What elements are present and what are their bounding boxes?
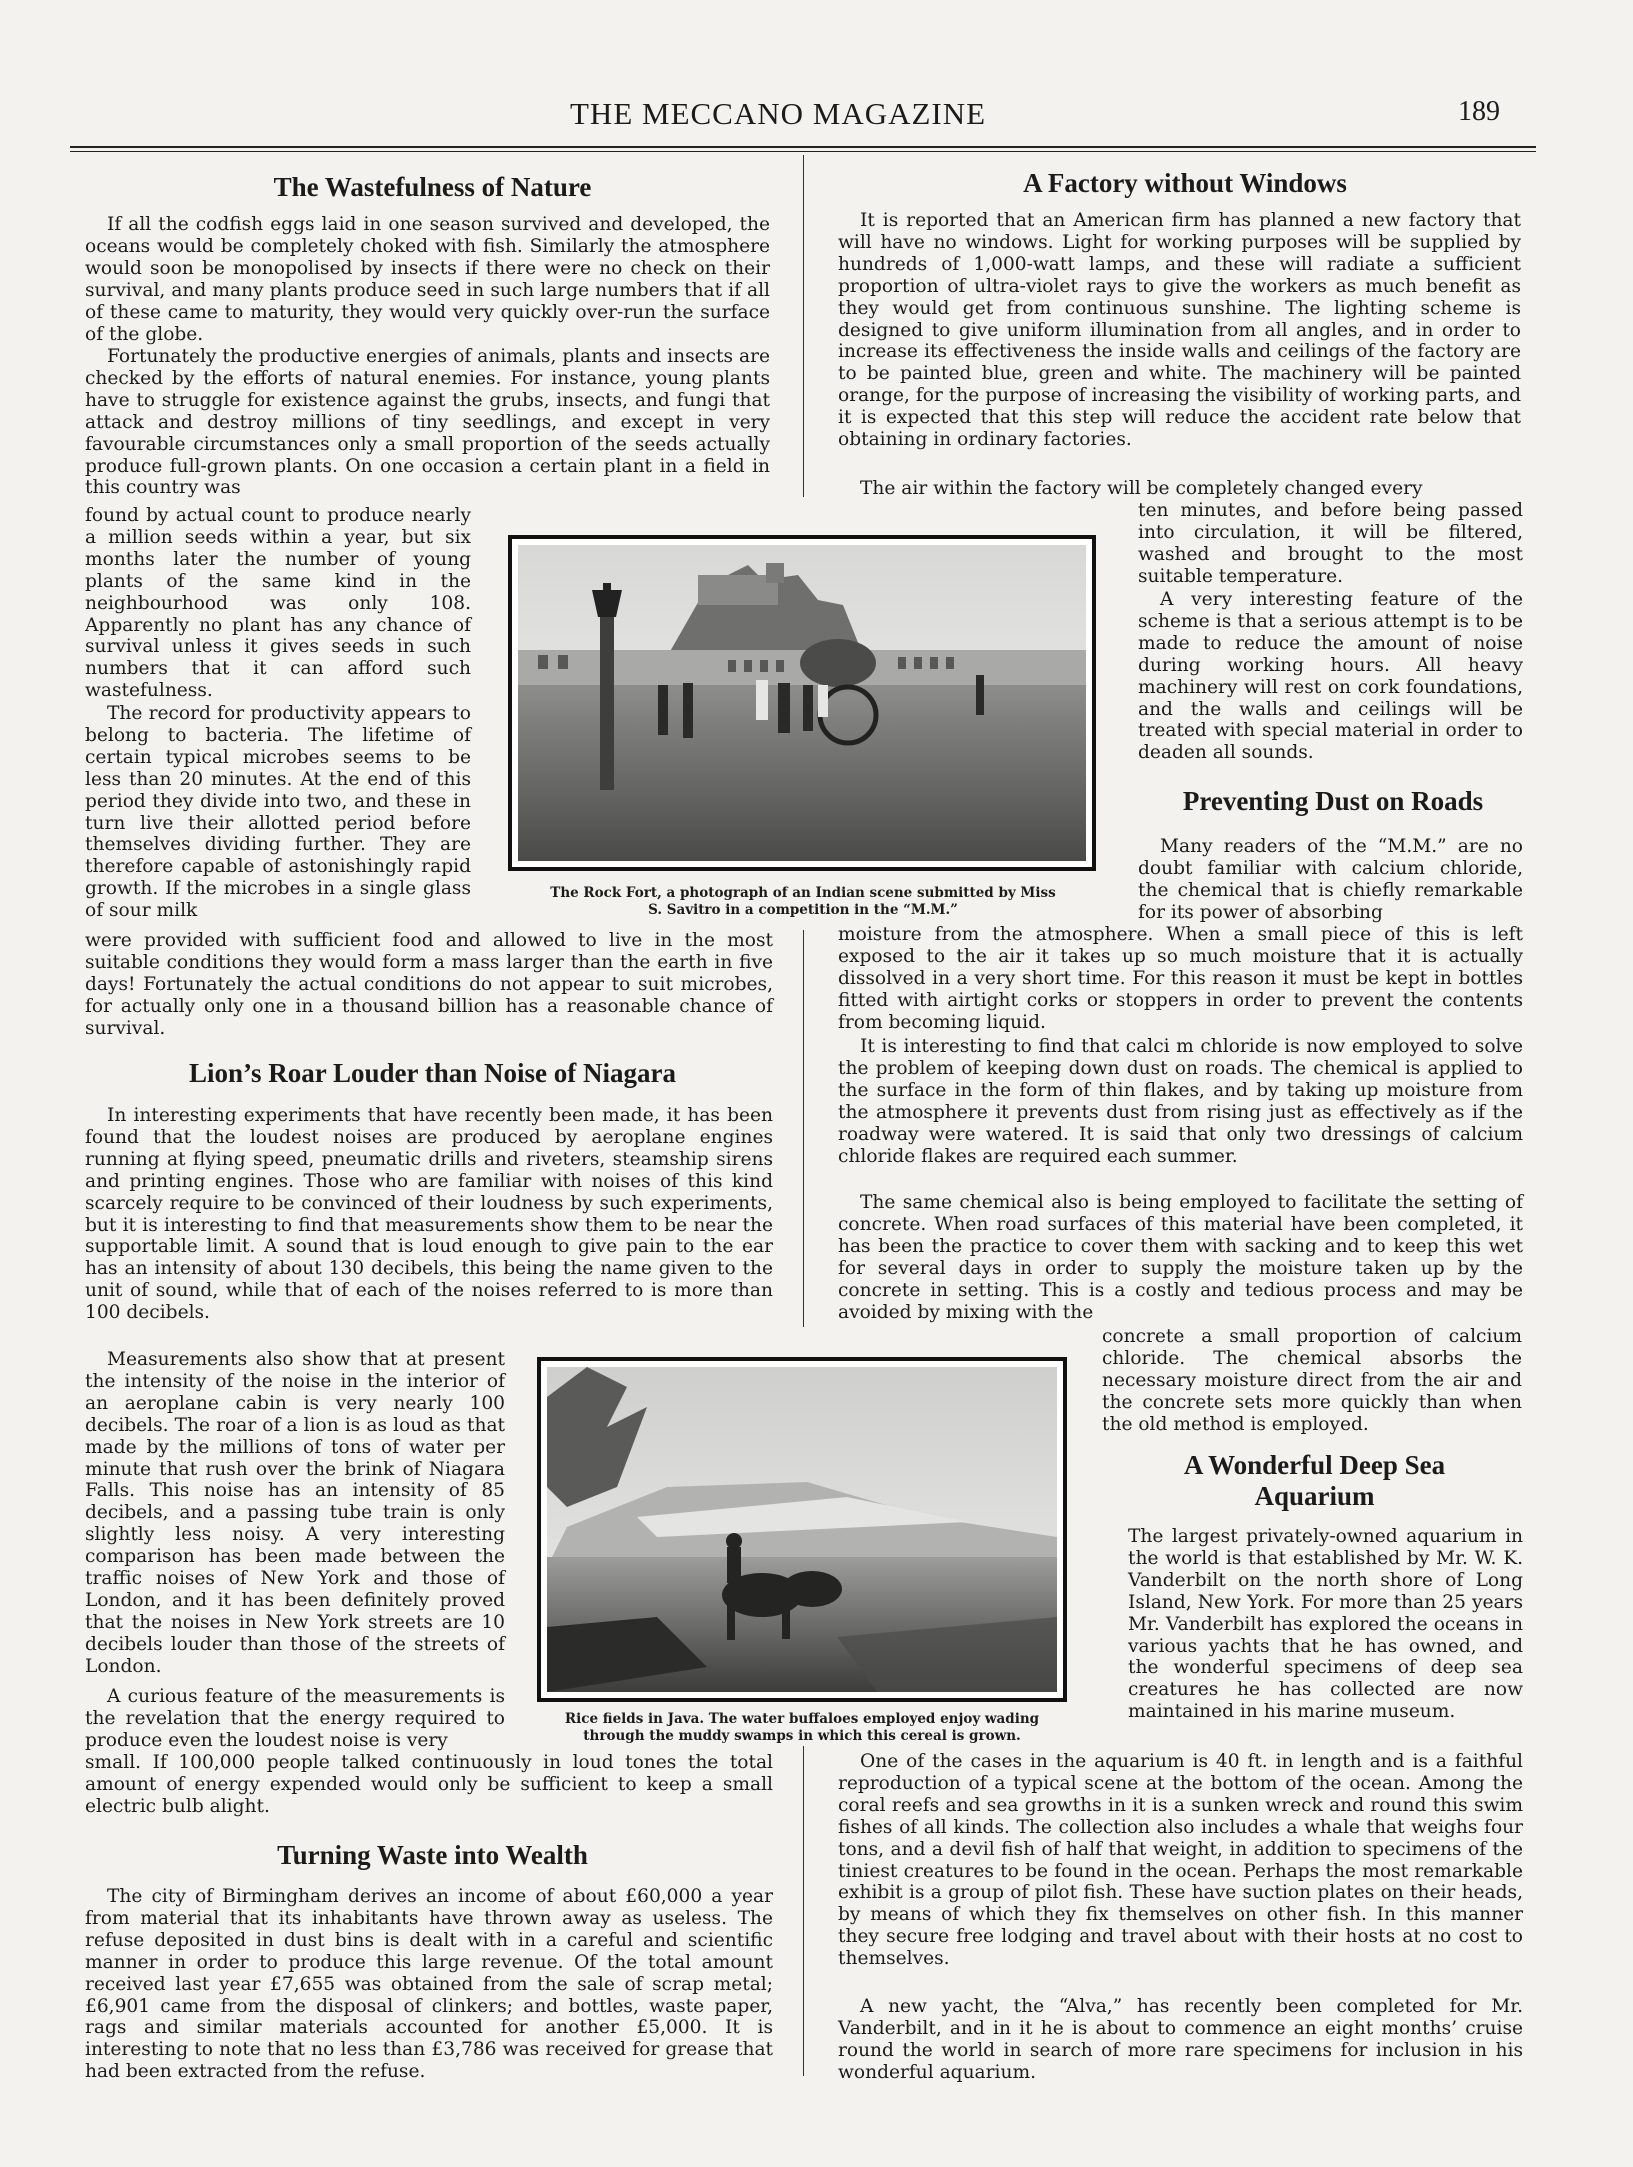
article-paragraph: It is interesting to find that calci m chloride is now employed to solve the problem of keeping down dust on roads. The chemical is applied to the surface in the form of thin flakes, and by taking up moisture from the atmosphere it prevents dust from rising just as effectively as if the roadway were watered. It is said that only two dressings of calcium chloride flakes are required each summer. — [838, 1036, 1523, 1167]
page-number: 189 — [1458, 96, 1500, 127]
article-paragraph: The same chemical also is being employed to facilitate the setting of concrete. When road surfaces of this material have been completed, it has been the practice to cover them with sacking and to keep this wet for several days in order to supply the moisture taken up by the concrete in setting. This is a costly and tedious process and may be avoided by mixing with the — [838, 1192, 1523, 1323]
heading-line: Aquarium — [1254, 1481, 1375, 1511]
article-paragraph: In interesting experiments that have recently been made, it has been found that the loudest noises are produced by aeroplane engines running at flying speed, pneumatic drills and riveters, steamship sirens and printing engines. Those who are familiar with noises of this kind scarcely require to be convinced of their loudness by such experiments, but it is interesting to find that measurements show them to be near the supportable limit. A sound that is loud enough to give pain to the ear has an intensity of about 130 decibels, this being the name given to the unit of sound, while that of each of the noises referred to is more than 100 decibels. — [85, 1105, 773, 1324]
caption-line: The Rock Fort, a photograph of an Indian scene submitted by Miss — [550, 885, 1056, 901]
article-paragraph: A very interesting feature of the scheme is that a serious attempt is to be made to reduce the amount of noise during working hours. All heavy machinery will rest on cork foundations, and the walls and ceilings will be treated with special material in order to deaden all sounds. — [1138, 589, 1523, 764]
article-heading-waste: Turning Waste into Wealth — [277, 1840, 588, 1870]
figure-caption — [532, 1711, 1072, 1745]
column-divider — [803, 155, 804, 497]
article-heading-wastefulness: The Wastefulness of Nature — [273, 172, 592, 202]
article-heading-lion: Lion’s Roar Louder than Noise of Niagara — [188, 1058, 677, 1088]
rock-fort-photo — [508, 535, 1096, 871]
article-heading-factory: A Factory without Windows — [1023, 168, 1347, 198]
article-paragraph: The city of Birmingham derives an income of about £60,000 a year from material that its inhabitants have thrown away as useless. The refuse deposited in dust bins is dealt with in a careful and scientific manner in order to produce this large revenue. Of the total amount received last year £7,655 was obtained from the sale of scrap metal; £6,901 came from the disposal of clinkers; and bottles, waste paper, rags and similar materials accounted for another £5,000. It is interesting to note that no less than £3,786 was received for grease that had been extracted from the refuse. — [85, 1886, 773, 2083]
header-rule — [70, 146, 1536, 148]
article-paragraph: The record for productivity appears to belong to bacteria. The lifetime of certain typical microbes seems to be less than 20 minutes. At the end of this period they divide into two, and these in turn live their allotted period before themselves dividing further. They are therefore capable of astonishingly rapid growth. If the microbes in a single glass of sour milk — [85, 703, 471, 922]
masthead — [0, 96, 1633, 136]
article-paragraph: were provided with sufficient food and allowed to live in the most suitable conditions they would form a mass larger than the earth in five days! Fortunately the actual conditions do not appear to suit microbes, for actually only one in a thousand billion has a reasonable chance of survival. — [85, 930, 773, 1039]
article-paragraph: ten minutes, and before being passed into circulation, it will be filtered, washed and brought to the most suitable temperature. — [1138, 500, 1523, 587]
caption-line: through the muddy swamps in which this cereal is grown. — [583, 1728, 1021, 1744]
article-paragraph: The largest privately-owned aquarium in the world is that established by Mr. W. K. Vanderbilt on the north shore of Long Island, New York. For more than 25 years Mr. Vanderbilt has explored the oceans in various yachts that he has owned, and the wonderful specimens of deep sea creatures he has collected are now maintained in his marine museum. — [1128, 1526, 1523, 1723]
heading-line: A Wonderful Deep Sea — [1183, 1450, 1446, 1480]
article-paragraph: moisture from the atmosphere. When a small piece of this is left exposed to the air it takes up so much moisture that it is actually dissolved in a very short time. For this reason it must be kept in bottles fitted with airtight corks or stoppers in order to prevent the contents from becoming liquid. — [838, 924, 1523, 1033]
article-paragraph: Measurements also show that at present the intensity of the noise in the interior of an aeroplane cabin is very nearly 100 decibels. The roar of a lion is as loud as that made by the millions of tons of water per minute that rush over the brink of Niagara Falls. This noise has an intensity of 85 decibels, and a passing tube train is only slightly less noisy. A very interesting comparison has been made between the traffic noises of New York and those of London, and it has been definitely proved that the noises in New York streets are 10 decibels louder than those of the streets of London. — [85, 1349, 505, 1677]
article-paragraph: found by actual count to produce nearly a million seeds within a year, but six months later the number of young plants of the same kind in the neighbourhood was only 108. Apparently no plant has any chance of survival unless it gives seeds in such numbers that it can afford such wastefulness. — [85, 505, 471, 702]
article-heading-dust: Preventing Dust on Roads — [1182, 786, 1484, 816]
article-heading-aquarium — [1102, 1450, 1527, 1512]
article-paragraph: It is reported that an American firm has planned a new factory that will have no windows. Light for working purposes will be supplied by hundreds of 1,000-watt lamps, and these will radiate a sufficient proportion of ultra-violet rays to give the workers as much benefit as they would get from continuous sunshine. The lighting scheme is designed to give uniform illumination from all angles, and in order to increase its effectiveness the inside walls and ceilings of the factory are to be painted blue, green and white. The machinery will be painted orange, for the purpose of increasing the visibility of working parts, and it is expected that this step will reduce the accident rate below that obtaining in ordinary factories. — [838, 210, 1521, 451]
magazine-title: THE MECCANO MAGAZINE — [570, 96, 987, 131]
article-paragraph: Many readers of the “M.M.” are no doubt familiar with calcium chloride, the chemical that is chiefly remarkable for its power of absorbing — [1138, 836, 1523, 923]
header-rule-thin — [70, 151, 1536, 152]
rice-fields-illustration — [547, 1367, 1057, 1692]
article-paragraph: A new yacht, the “Alva,” has recently been completed for Mr. Vanderbilt, and in it he is about to commence an eight months’ cruise round the world in search of more rare specimens for inclusion in his wonderful aquarium. — [838, 1996, 1523, 2083]
figure-caption — [505, 885, 1101, 919]
caption-line: Rice fields in Java. The water buffaloes employed enjoy wading — [564, 1711, 1040, 1727]
article-paragraph: The air within the factory will be completely changed every — [860, 478, 1423, 499]
caption-line: S. Savitro in a competition in the “M.M.” — [648, 902, 958, 918]
article-paragraph: One of the cases in the aquarium is 40 ft. in length and is a faithful reproduction of a typical scene at the bottom of the ocean. Among the coral reefs and sea growths in it is a sunken wreck and round this swim fishes of all kinds. The collection also includes a whale that weighs four tons, and a devil fish of half that weight, in addition to specimens of the tiniest creatures to be found in the ocean. Perhaps the most remarkable exhibit is a group of pilot fish. These have suction plates on their heads, by means of which they fix themselves on other fish. In this manner they secure free lodging and travel about with their hosts at no cost to themselves. — [838, 1751, 1523, 1970]
article-paragraph: Fortunately the productive energies of animals, plants and insects are checked by the efforts of natural enemies. For instance, young plants have to struggle for existence against the grubs, insects, and fungi that attack and destroy millions of tiny seedlings, and except in very favourable circumstances only a small proportion of the seeds actually produce full-grown plants. On one occasion a certain plant in a field in this country was — [85, 346, 770, 499]
article-paragraph: If all the codfish eggs laid in one season survived and developed, the oceans would be completely choked with fish. Similarly the atmosphere would soon be monopolised by insects if there were no check on their survival, and many plants produce seed in such large numbers that if all of these came to maturity, they would very quickly over-run the surface of the globe. — [85, 214, 770, 345]
rock-fort-illustration — [518, 545, 1086, 861]
column-divider — [803, 930, 804, 1327]
column-divider — [803, 1746, 804, 2076]
article-paragraph: A curious feature of the measurements is the revelation that the energy required to produce even the loudest noise is very — [85, 1686, 505, 1751]
article-paragraph: concrete a small proportion of calcium chloride. The chemical absorbs the necessary moisture direct from the air and the concrete sets more quickly than when the old method is employed. — [1102, 1326, 1522, 1435]
rice-fields-photo — [537, 1357, 1067, 1702]
article-paragraph: small. If 100,000 people talked continuously in loud tones the total amount of energy expended would only be sufficient to keep a small electric bulb alight. — [85, 1752, 773, 1817]
